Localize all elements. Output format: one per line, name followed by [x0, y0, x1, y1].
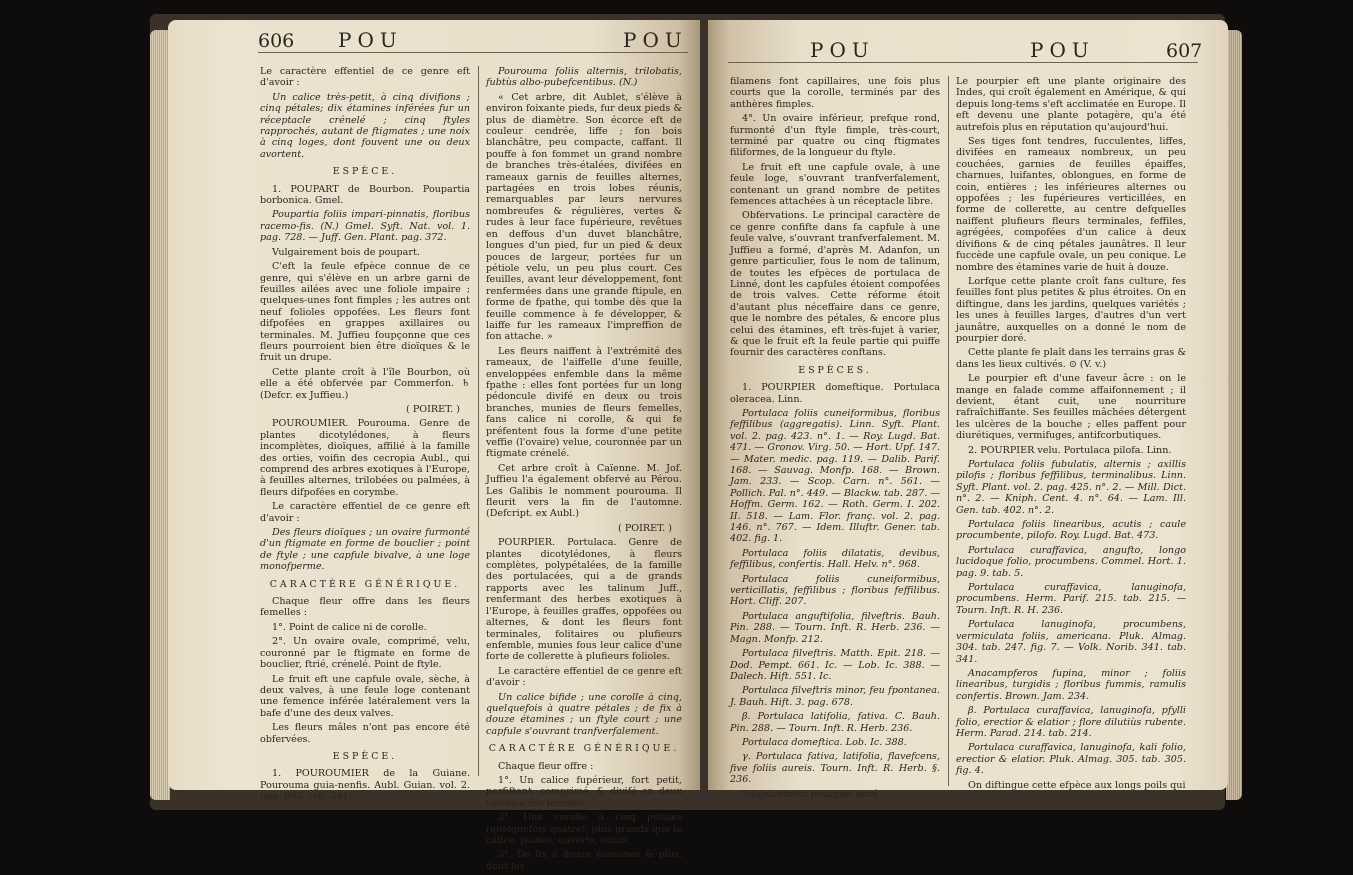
right-header — [708, 30, 1228, 60]
left-col2-paragraph: 3°. De fix à douze étamines & plus, dont les — [486, 849, 682, 872]
left-col1-paragraph: C'eft la feule efpèce connue de ce genre, qui s'élève en un arbre garni de feuilles ailées avec une foliole impaire ; quelques-unes font fimples ; les autres ont neuf folioles oppofées. Les fleurs font difpofées en grappes axillaires ou terminales. M. Juffieu foupçonne que ces fleurs pourroient bien être dioïques & le fruit un drupe. — [260, 261, 470, 364]
left-col1-paragraph: ( POIRET. ) — [406, 403, 460, 415]
right-header-rule — [728, 62, 1198, 63]
right-running-head-1: POU — [810, 38, 875, 62]
right-col1-paragraph: Portulaca foliis cuneiformibus, floribus feffilibus (aggregatis). Linn. Syft. Plant. vol. 2. pag. 423. n°. 1. — Roy. Lugd. Bat. 471. — Gronov. Virg. 50. — Hort. Upf. 147. — Mater. medic. pag. 119. — Dalib. Parif. 168. — Sauvag. Monfp. 168. — Brown. Jam. 233. — Scop. Carn. n°. 561. — Pollich. Pal. n°. 449. — Blackw. tab. 287. — Hoffm. Germ. 162. — Roth. Germ. I. 202. II. 518. — Lam. Flor. franç. vol. 2. pag. 146. n°. 767. — Idem. Illuftr. Gener. tab. 402. fig. 1. — [730, 407, 940, 545]
left-col2-paragraph: Un calice bifide ; une corolle à cinq, quelquefois à quatre pétales ; de fix à douze étamines ; un ftyle court ; une capfule s'ouvrant tranfverfalement. — [486, 691, 682, 737]
left-col2-paragraph: Pourouma foliis alternis, trilobatis, fubtùs albo-pubefcentibus. (N.) — [486, 66, 682, 89]
right-col2-paragraph: 2. POURPIER velu. Portulaca pilofa. Linn. — [968, 444, 1172, 456]
left-col2-paragraph: 1°. Un calice fupérieur, fort petit, perfiftant, comprimé, & divifé en deux valves à fon fommet. — [486, 774, 682, 809]
right-col1-paragraph: 1. POURPIER domeftique. Portulaca oleracea. Linn. — [730, 382, 940, 405]
left-column-separator — [478, 66, 479, 776]
left-col2-paragraph: CARACTÈRE GÉNÉRIQUE. — [488, 743, 680, 755]
left-col1-paragraph: Cette plante croît à l'île Bourbon, où elle a été obfervée par Commerfon. ♄ (Defcr. ex Juffieu.) — [260, 366, 470, 401]
left-col2-paragraph: 2°. Une corolle à cinq pétales (quelquefois quatre), plus grands que le calice, planes, ouverts, obtus. — [486, 812, 682, 846]
left-header-rule — [258, 52, 688, 53]
right-col1-paragraph: Portulaca foliis cuneiformibus, verticillatis, feffilibus ; floribus feffilibus. Hort. Cliff. 207. — [730, 573, 940, 608]
left-col2-paragraph: Chaque fleur offre : — [498, 760, 594, 772]
right-col2-paragraph: On diftingue cette efpèce aux longs poils qui — [968, 779, 1186, 791]
right-col2-paragraph: Le pourpier eft une plante originaire des Indes, qui croît également en Amérique, & qui depuis long-tems s'eft acclimatée en Europe. Il eft devenu une plante potagère, qu'a été autrefois plus en réputation qu'aujourd'hui. — [956, 76, 1186, 133]
right-col1-paragraph: Le fruit eft une capfule ovale, à une feule loge, s'ouvrant tranfverfalement, contenant un grand nombre de petites femences attachées à un réceptacle libre. — [730, 161, 940, 208]
right-col2-paragraph: Lorfque cette plante croît fans culture, fes feuilles font plus petites & plus étroites. On en diftingue, dans les jardins, quelques variétés ; les unes à feuilles larges, d'autres d'un vert jaunâtre, auxquelles on a donné le nom de pourpier doré. — [956, 275, 1186, 344]
right-col2-paragraph: Cette plante fe plaît dans les terrains gras & dans les lieux cultivés. ⊙ (V. v.) — [956, 347, 1186, 370]
left-col2-paragraph: POURPIER. Portulaca. Genre de plantes dicotylédones, à fleurs complètes, polypétalées, de la famille des portulacées, qui a de grands rapports avec les talinum Juff., renfermant des herbes exotiques à l'Europe, à feuilles graffes, oppofées ou alternes, & dont les fleurs font terminales, folitaires ou plufieurs enfemble, munies fous leur calice d'une forte de collerette à plufieurs folioles. — [486, 537, 682, 663]
right-col1-paragraph: Portulaca filveftris. Matth. Epit. 218. — Dod. Pempt. 661. Ic. — Lob. Ic. 388. — Dalech. Hift. 551. Ic. — [730, 648, 940, 682]
right-col1-paragraph: γ. Portulaca fativa, latifolia, flavefcens, five foliis aureis. Tourn. Inft. R. Herb. §. 236. — [730, 751, 940, 786]
right-col2-paragraph: Portulaca foliis fubulatis, alternis ; axillis pilofis ; floribus feffilibus, terminalibus. Linn. Syft. Plant. vol. 2. pag. 425. n°. 2. — Mill. Dict. n°. 2. — Kniph. Cent. 4. n°. 64. — Lam. Ill. Gen. tab. 402. n°. 2. — [956, 459, 1186, 516]
left-column-2 — [486, 66, 682, 875]
right-page-edges — [1226, 30, 1242, 800]
left-col1-paragraph: Le caractère effentiel de ce genre eft d'avoir : — [260, 66, 470, 89]
left-col2-paragraph: Cet arbre croît à Caïenne. M. Jof. Juffieu l'a également obfervé au Pérou. Les Galibis le nomment pourouma. Il fleurit vers la fin de l'automne. (Defcript. ex Aubl.) — [486, 462, 682, 520]
left-col1-paragraph: 1. POUPART de Bourbon. Poupartia borbonica. Gmel. — [260, 183, 470, 207]
left-page — [168, 20, 700, 872]
left-col1-paragraph: Le fruit eft une capfule ovale, sèche, à deux valves, à une feule loge contenant une femence inférée latéralement vers la bafe d'une des deux valves. — [260, 673, 470, 719]
right-col1-paragraph: filamens font capillaires, une fois plus courts que la corolle, terminés par des anthères fimples. — [730, 76, 940, 110]
right-col2-paragraph: Le pourpier eft d'une faveur âcre : on le mange en falade comme affaifonnement ; il devient, étant cuit, une nourriture rafraîchiffante. Ses feuilles mâchées détergent les ulcères de la bouche ; elles paffent pour diurétiques, vermifuges, antifcorbutiques. — [956, 373, 1186, 442]
left-col1-paragraph: Des fleurs dioïques ; un ovaire furmonté d'un ftigmate en forme de bouclier ; point de ftyle ; une capfule bivalve, à une loge monofperme. — [260, 527, 470, 573]
right-col2-paragraph: Portulaca curaffavica, lanuginofa, kali folio, erectior & elatior. Pluk. Almag. 305. tab. 305. fig. 4. — [956, 742, 1186, 777]
right-col2-paragraph: β. Portulaca curaffavica, lanuginofa, pfylli folio, erectior & elatior ; flore dilutiùs rubente. Herm. Parad. 214. tab. 214. — [956, 705, 1186, 739]
right-column-2 — [956, 76, 1186, 794]
left-page-edges — [150, 30, 170, 800]
right-col2-paragraph: Portulaca curaffavica, angufto, longo lucidoque folio, procumbens. Commel. Hort. 1. pag. 9. tab. 5. — [956, 544, 1186, 579]
right-col1-paragraph: β. Portulaca latifolia, fativa. C. Bauh. Pin. 288. — Tourn. Inft. R. Herb. 236. — [730, 711, 940, 734]
left-col1-paragraph: POUROUMIER. Pourouma. Genre de plantes dicotylédones, à fleurs incomplètes, dioïques, affilié à la famille des orties, voifin des cecropia Aubl., qui comprend des arbres exotiques à l'Europe, à feuilles alternes, trilobées ou palmées, à fleurs difpofées en corymbe. — [260, 418, 470, 498]
right-col1-paragraph: Portulaca anguftifolia, filveftris. Bauh. Pin. 288. — Tourn. Inft. R. Herb. 236. — Magn. Monfp. 212. — [730, 610, 940, 645]
left-col1-paragraph: Vulgairement bois de poupart. — [272, 246, 420, 258]
left-running-head-2: POU — [623, 28, 688, 52]
right-column-1 — [730, 76, 940, 803]
left-col1-paragraph: ESPÈCE. — [332, 750, 398, 762]
left-col2-paragraph: Les fleurs naiffent à l'extrémité des rameaux, de l'aiffelle d'une feuille, enveloppées enfemble dans la même fpathe : elles font portées fur un long pédoncule divifé en deux ou trois branches, munies de fleurs femelles, fans calice ni corolle, & qui fe préfentent fous la forme d'une petite veffie (l'ovaire) velue, couronnée par un ftigmate crénelé. — [486, 345, 682, 460]
left-col1-paragraph: Les fleurs mâles n'ont pas encore été obfervées. — [260, 722, 470, 745]
left-col1-paragraph: ESPÈCE. — [332, 166, 398, 178]
left-running-head-1: POU — [338, 28, 403, 52]
left-col1-paragraph: 2°. Un ovaire ovale, comprimé, velu, couronné par le ftigmate en forme de bouclier, ftrié, crénelé. Point de ftyle. — [260, 636, 470, 671]
left-header — [168, 30, 700, 60]
right-col2-paragraph: Anacampferos fupina, minor ; foliis linearibus, turgidis ; floribus fummis, ramulis confertis. Brown. Jam. 234. — [956, 667, 1186, 702]
right-col1-paragraph: Portulaca domeftica. Lob. Ic. 388. — [742, 736, 907, 748]
right-col1-paragraph: Portulaca filveftris minor, feu fpontanea. J. Bauh. Hift. 3. pag. 678. — [730, 685, 940, 708]
right-column-separator — [948, 76, 949, 786]
right-col2-paragraph: Ses tiges font tendres, fucculentes, liffes, divifées en rameaux nombreux, un peu couchées, garnies de feuilles épaiffes, charnues, luifantes, oblongues, en forme de coin, entières ; les inférieures alternes ou oppofées ; les fupérieures verticillées, en forme de collerette, au centre defquelles naiffent plufieurs fleurs terminales, feffiles, agrégées, compofées d'un calice à deux divifions & de cinq pétales jaunâtres. Il leur fuccède une capfule ovale, un peu conique. Le nombre des étamines varie de huit à douze. — [956, 136, 1186, 273]
right-col1-paragraph: Vulgairement pourpier doré. — [742, 788, 882, 800]
left-col1-paragraph: Chaque fleur offre dans les fleurs femelles : — [260, 596, 470, 619]
right-col1-paragraph: ESPÈCES. — [798, 364, 872, 376]
left-col1-paragraph: 1°. Point de calice ni de corolle. — [272, 621, 427, 633]
right-col2-paragraph: Portulaca foliis linearibus, acutis ; caule procumbente, pilofo. Roy. Lugd. Bat. 473. — [956, 519, 1186, 542]
left-column-1 — [260, 66, 470, 806]
left-col2-paragraph: Le caractère effentiel de ce genre eft d'avoir : — [486, 665, 682, 689]
right-col1-paragraph: Obfervations. Le principal caractère de ce genre confifte dans fa capfule à une feule valve, s'ouvrant tranfverfalement. M. Juffieu a formé, d'après M. Adanfon, un genre particulier, fous le nom de talinum, de toutes les efpèces de portulaca de Linné, dont les capfules étoient compofées de trois valves. Cette réforme étoit d'autant plus néceffaire dans ce genre, que le nombre des pétales, & encore plus celui des étamines, eft très-fujet à varier, & que le fruit eft la feule partie qui puiffe fournir des caractères conftans. — [730, 210, 940, 359]
left-col2-paragraph: ( POIRET. ) — [618, 522, 672, 534]
left-col1-paragraph: 1. POUROUMIER de la Guiane. Pourouma guia-nenfis. Aubl. Guian. vol. 2. pag. 892. tab. 341. — [260, 768, 470, 803]
right-running-head-2: POU — [1030, 38, 1095, 62]
left-col1-paragraph: Le caractère effentiel de ce genre eft d'avoir : — [260, 501, 470, 524]
left-col1-paragraph: CARACTÈRE GÉNÉRIQUE. — [269, 578, 461, 590]
right-page-number: 607 — [1166, 40, 1203, 62]
left-col2-paragraph: « Cet arbre, dit Aublet, s'élève à environ foixante pieds, fur deux pieds & plus de diamètre. Son écorce eft de couleur cendrée, liffe ; fon bois blanchâtre, peu compacte, caffant. Il pouffe à fon fommet un grand nombre de branches très-étalées, divifées en rameaux garnis de feuilles alternes, partagées en trois lobes réunis, remarquables par leurs nervures nombreufes & régulières, vertes & rudes à leur face fupérieure, revêtues en deffous d'un duvet blanchâtre, longues d'un pied, fur un pied & deux pouces de largeur, portées fur un pétiole velu, un peu plus court. Ces feuilles, avant leur développement, font renfermées dans une grande ftipule, en forme de fpathe, qui tombe dès que la feuille commence à fe développer, & laiffe fur les rameaux l'impreffion de fon attache. » — [486, 91, 682, 343]
left-page-number: 606 — [258, 30, 295, 52]
right-col2-paragraph: Portulaca curaffavica, lanuginofa, procumbens. Herm. Parif. 215. tab. 215. — Tourn. Inft. R. H. 236. — [956, 582, 1186, 616]
right-col2-paragraph: Portulaca lanuginofa, procumbens, vermiculata foliis, americana. Pluk. Almag. 304. tab. 247. fig. 7. — Volk. Norib. 341. tab. 341. — [956, 619, 1186, 665]
left-col1-paragraph: Poupartia foliis impari-pinnatis, floribus racemo-fis. (N.) Gmel. Syft. Nat. vol. 1. pag. 728. — Juff. Gen. Plant. pag. 372. — [260, 209, 470, 244]
left-col1-paragraph: Un calice très-petit, à cinq divifions ; cinq pétales; dix étamines inférées fur un réceptacle crénelé ; cinq ftyles rapprochés, autant de ftigmates ; une noix à cinq loges, dont fouvent une ou deux avortent. — [260, 91, 470, 160]
right-col1-paragraph: 4°. Un ovaire inférieur, prefque rond, furmonté d'un ftyle fimple, très-court, terminé par quatre ou cinq ftigmates filiformes, de la longueur du ftyle. — [730, 113, 940, 159]
right-col1-paragraph: Portulaca foliis dilatatis, devibus, feffilibus, confertis. Hall. Helv. n°. 968. — [730, 547, 940, 571]
right-page — [708, 20, 1228, 800]
